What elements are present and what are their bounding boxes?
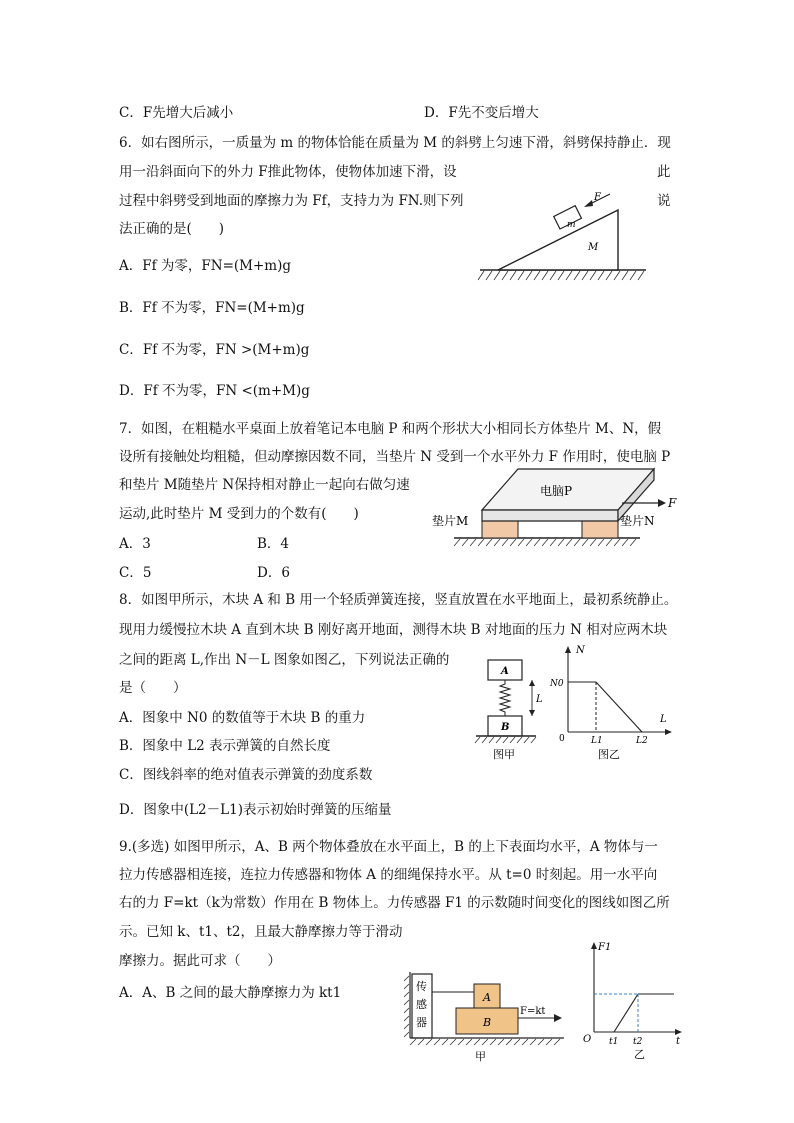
- q7-fig-pad-m-label: 垫片M: [432, 514, 469, 528]
- q9-graph-x-label: t: [676, 1036, 681, 1047]
- q6-stem-line2: 用一沿斜面向下的外力 F推此物体，使物体加速下滑，设: [119, 164, 457, 180]
- q9-graph-t1-label: t1: [609, 1037, 619, 1047]
- q8-fig-b-caption: 图乙: [598, 748, 620, 761]
- n-l-line-slope: [596, 682, 642, 732]
- q6-stem-line3: 过程中斜劈受到地面的摩擦力为 Ff，支持力为 FN.则下列: [119, 193, 464, 209]
- q8-option-a: A．图象中 N0 的数值等于木块 B 的重力: [119, 710, 366, 726]
- q7-stem-line3: 和垫片 M随垫片 N保持相对静止一起向右做匀速: [119, 477, 410, 493]
- q6-option-d: D．Ff 不为零，FN <(m+M)g: [119, 383, 310, 399]
- floor-hatch: [410, 1039, 560, 1045]
- q8-graph-n0-label: N0: [550, 679, 564, 689]
- q8-fig-block-a-label: A: [501, 666, 509, 677]
- q8-graph-y-label: N: [576, 645, 585, 656]
- pad-m: [482, 521, 518, 538]
- q9-graph-origin-label: O: [583, 1034, 592, 1045]
- q7-laptop-figure: [432, 463, 682, 549]
- q7-option-c: C．5: [119, 565, 152, 581]
- q8-fig-distance-label: L: [536, 694, 543, 705]
- table-hatch: [454, 539, 636, 546]
- q9-fig-b-caption: 乙: [634, 1048, 645, 1061]
- q8-stem-line1: 8．如图甲所示，木块 A 和 B 用一个轻质弹簧连接，竖直放置在水平地面上，最初系统静止。: [119, 592, 678, 608]
- q8-nl-graph: [548, 642, 676, 764]
- q7-fig-pad-n-label: 垫片N: [620, 514, 655, 528]
- q8-spring-figure: [470, 654, 550, 762]
- q6-stem-line2-tail: 此: [657, 164, 671, 180]
- q8-graph-origin-label: 0: [559, 734, 565, 744]
- q8-graph-l1-label: L1: [591, 736, 603, 746]
- q7-stem-line1: 7．如图，在粗糙水平桌面上放着笔记本电脑 P 和两个形状大小相同长方体垫片 M、N，假: [119, 421, 662, 437]
- q5-option-d: D．F先不变后增大: [424, 105, 539, 121]
- q7-fig-laptop-label: 电脑P: [540, 484, 573, 498]
- q6-stem-line3-tail: 说: [657, 193, 671, 209]
- q8-graph-l2-label: L2: [636, 736, 648, 746]
- laptop-front: [482, 510, 618, 521]
- q6-stem-line1: 6．如右图所示，一质量为 m 的物体恰能在质量为 M 的斜劈上匀速下滑，斜劈保持静止．现: [119, 135, 671, 151]
- q6-fig-block-label: m: [567, 220, 576, 230]
- q7-option-d: D．6: [257, 565, 290, 581]
- q6-stem-line4: 法正确的是( ): [119, 221, 225, 237]
- q8-fig-a-caption: 图甲: [493, 748, 515, 761]
- q9-fig-block-a-label: A: [483, 991, 491, 1004]
- q6-option-a: A．Ff 为零，FN=(M+m)g: [119, 258, 292, 274]
- q9-fig-a-caption: 甲: [475, 1050, 486, 1063]
- q7-stem-line4: 运动,此时垫片 M 受到力的个数有( ): [119, 506, 359, 522]
- q9-fig-force-label: F=kt: [520, 1006, 546, 1017]
- q5-option-c: C．F先增大后减小: [119, 105, 234, 121]
- q8-option-c: C．图线斜率的绝对值表示弹簧的劲度系数: [119, 767, 373, 783]
- wall-hatch: [404, 976, 409, 1037]
- q9-graph-t2-label: t2: [633, 1037, 643, 1047]
- force-arrowhead: [658, 499, 666, 507]
- q8-stem-line2: 现用力缓慢拉木块 A 直到木块 B 刚好离开地面，测得木块 B 对地面的压力 N 相对应两木块: [119, 622, 668, 638]
- q9-f1-t-graph: [578, 936, 688, 1062]
- q9-sensor-figure: [404, 966, 568, 1064]
- pad-n: [582, 521, 618, 538]
- q9-stem-line2: 拉力传感器相连接，连拉力传感器和物体 A 的细绳保持水平。从 t=0 时刻起。用一水平向: [119, 867, 658, 883]
- q8-fig-block-b-label: B: [501, 722, 510, 733]
- q9-fig-sensor-label: 传感器: [416, 980, 427, 1029]
- q6-incline-figure: [476, 188, 651, 284]
- q9-graph-y-label: F1: [598, 942, 612, 953]
- q7-option-a: A．3: [119, 536, 151, 552]
- q7-option-b: B．4: [257, 536, 290, 552]
- q9-option-a: A．A、B 之间的最大静摩擦力为 kt1: [119, 985, 342, 1001]
- q7-stem-line2: 设所有接触处均粗糙，但动摩擦因数不同，当垫片 N 受到一个水平外力 F 作用时，使电脑 P: [119, 449, 671, 465]
- q8-graph-x-label: L: [660, 714, 667, 725]
- q9-stem-line3: 右的力 F=kt（k为常数）作用在 B 物体上。力传感器 F1 的示数随时间变化的图线如图乙所: [119, 895, 670, 911]
- q6-option-b: B．Ff 不为零，FN=(M+m)g: [119, 300, 305, 316]
- q6-fig-force-label: F: [594, 192, 601, 203]
- spring: [500, 680, 510, 716]
- q8-option-d: D．图象中(L2－L1)表示初始时弹簧的压缩量: [119, 802, 392, 818]
- q9-stem-line1: 9.(多选) 如图甲所示，A、B 两个物体叠放在水平面上，B 的上下表面均水平，A 物体与一: [119, 839, 658, 855]
- q9-stem-line5: 摩擦力。据此可求（ ）: [119, 953, 281, 969]
- q7-fig-force-label: F: [668, 496, 677, 510]
- q8-option-b: B．图象中 L2 表示弹簧的自然长度: [119, 738, 331, 754]
- q8-stem-line3: 之间的距离 L,作出 N－L 图象如图乙，下列说法正确的: [119, 652, 450, 668]
- ground-hatch: [478, 271, 644, 280]
- q6-option-c: C．Ff 不为零，FN >(M+m)g: [119, 342, 310, 358]
- q9-fig-block-b-label: B: [483, 1016, 492, 1029]
- force-arrowhead: [584, 200, 593, 207]
- q8-stem-line4: 是（ ）: [119, 680, 187, 696]
- q9-stem-line4: 示。已知 k、t1、t2，且最大静摩擦力等于滑动: [119, 924, 403, 940]
- q6-fig-wedge-label: M: [588, 242, 599, 253]
- f1-t-line-rise: [614, 994, 638, 1032]
